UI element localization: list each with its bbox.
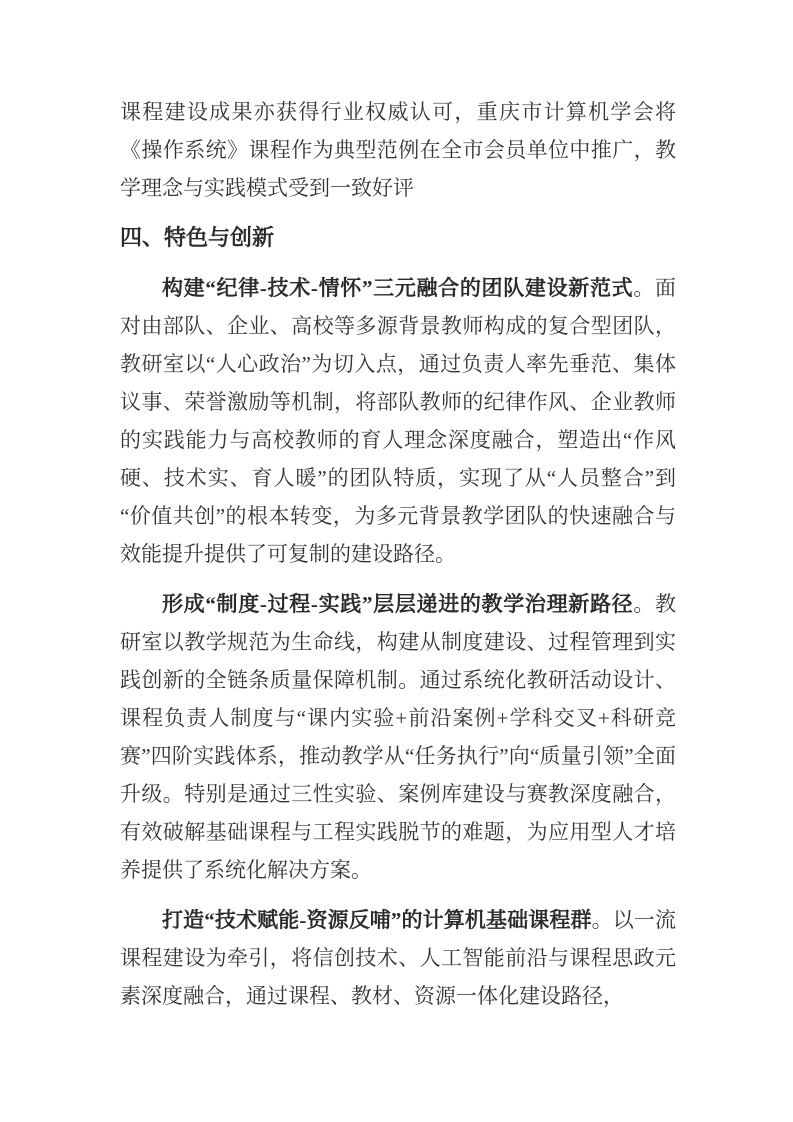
paragraph-lead-period: 。	[633, 276, 655, 300]
feature-paragraph-team	[120, 269, 676, 573]
paragraph-body: 以一流课程建设为牵引，将信创技术、人工智能前沿与课程思政元素深度融合，通过课程、教材、资源一体化建设路径，	[120, 908, 677, 1008]
paragraph-body: 教研室以教学规范为生命线，构建从制度建设、过程管理到实践创新的全链条质量保障机制。通过系统化教研活动设计、课程负责人制度与“课内实验+前沿案例+学科交叉+科研竞赛”四阶实践体系，推动教学从“任务执行”向“质量引领”全面升级。特别是通过三性实验、案例库建设与赛教深度融合，有效破解基础课程与工程实践脱节的难题，为应用型人才培养提供了系统化解决方案。	[120, 592, 676, 882]
feature-paragraph-courses	[120, 901, 676, 1015]
paragraph-lead-period: 。	[633, 592, 655, 616]
paragraph-lead-bold: 打造“技术赋能-资源反哺”的计算机基础课程群	[162, 908, 592, 932]
paragraph-lead-bold: 形成“制度-过程-实践”层层递进的教学治理新路径	[162, 592, 634, 616]
paragraph-body: 面对由部队、企业、高校等多源背景教师构成的复合型团队，教研室以“人心政治”为切入点，通过负责人率先垂范、集体议事、荣誉激励等机制，将部队教师的纪律作风、企业教师的实践能力与高校教师的育人理念深度融合，塑造出“作风硬、技术实、育人暖”的团队特质，实现了从“人员整合”到“价值共创”的根本转变，为多元背景教学团队的快速融合与效能提升提供了可复制的建设路径。	[120, 276, 676, 566]
feature-paragraph-governance	[120, 585, 676, 889]
paragraph-lead-period: 。	[591, 908, 613, 932]
paragraph-lead-bold: 构建“纪律-技术-情怀”三元融合的团队建设新范式	[162, 276, 634, 300]
section-heading: 四、特色与创新	[120, 225, 275, 250]
intro-paragraph: 课程建设成果亦获得行业权威认可，重庆市计算机学会将《操作系统》课程作为典型范例在全市会员单位中推广，教学理念与实践模式受到一致好评	[120, 100, 676, 200]
